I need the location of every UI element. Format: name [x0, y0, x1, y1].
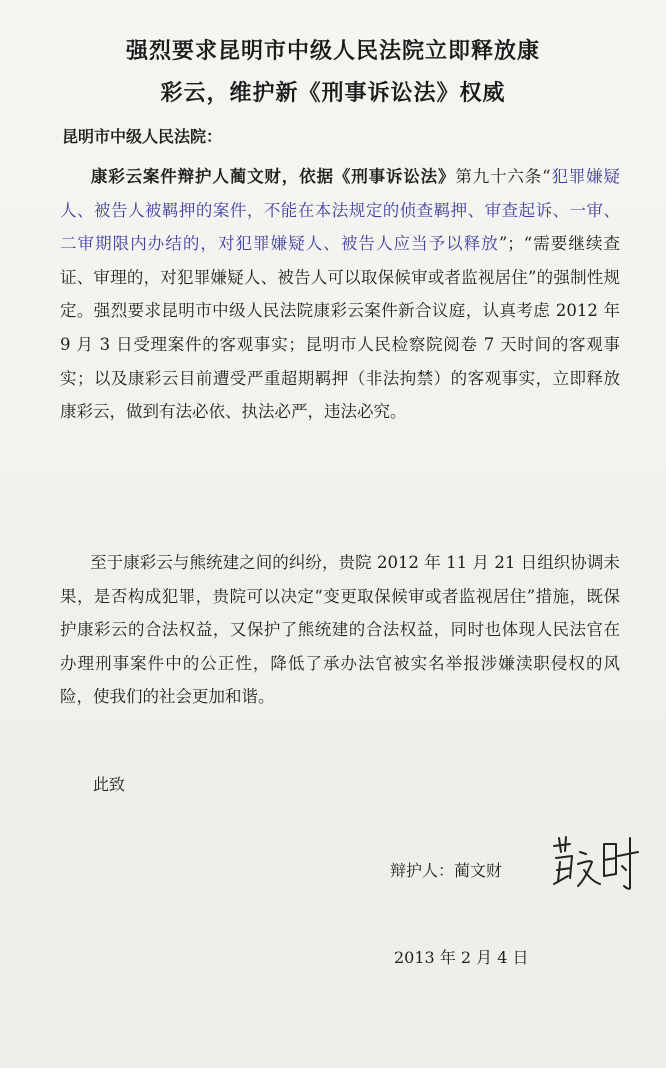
- paragraph-1: [60, 160, 620, 429]
- paragraph-2: [60, 546, 620, 714]
- document-title-line-2: 彩云，维护新《刑事诉讼法》权威: [160, 81, 506, 106]
- date-line: 2013 年 2 月 4 日: [394, 948, 529, 967]
- salutation: 昆明市中级人民法院：: [62, 127, 223, 146]
- signer-line: 辩护人：蔺文财: [390, 861, 503, 880]
- paragraph-1-quote: 犯罪嫌疑人、被告人被羁押的案件，不能在本法规定的侦查羁押、审查起诉、一审、二审期限内办结的，对犯罪嫌疑人、被告人应当予以释放: [60, 167, 621, 254]
- document-title-line-1: 强烈要求昆明市中级人民法院立即释放康: [125, 39, 540, 64]
- paragraph-1-rest: ”；“需要继续查证、审理的，对犯罪嫌疑人、被告人可以取保候审或者监视居住”的强制性规定。强烈要求昆明市中级人民法院康彩云案件新合议庭，认真考虑 2012 年 9 月 3 日受理案件的客观事实；昆明市人民检察院阅卷 7 天时间的客观事实；以及康彩云目前遭受严重超期羁押（非法拘禁）的客观事实，立即释放康彩云，做到有法必依、执法必严，违法必究。: [60, 234, 621, 422]
- paragraph-1-lead-rest: 第九十六条“: [455, 167, 551, 186]
- paragraph-1-lead: 康彩云案件辩护人蔺文财，依据《刑事诉讼法》: [90, 167, 456, 186]
- handwritten-signature: [548, 832, 643, 892]
- closing-phrase: 此致: [93, 775, 126, 794]
- paragraph-2-text: 至于康彩云与熊统建之间的纠纷，贵院 2012 年 11 月 21 日组织协调未果，是否构成犯罪，贵院可以决定“变更取保候审或者监视居住”措施，既保护康彩云的合法权益，又保护了熊统建的合法权益，同时也体现人民法官在办理刑事案件中的公正性，降低了承办法官被实名举报涉嫌渎职侵权的风险，使我们的社会更加和谐。: [60, 553, 620, 707]
